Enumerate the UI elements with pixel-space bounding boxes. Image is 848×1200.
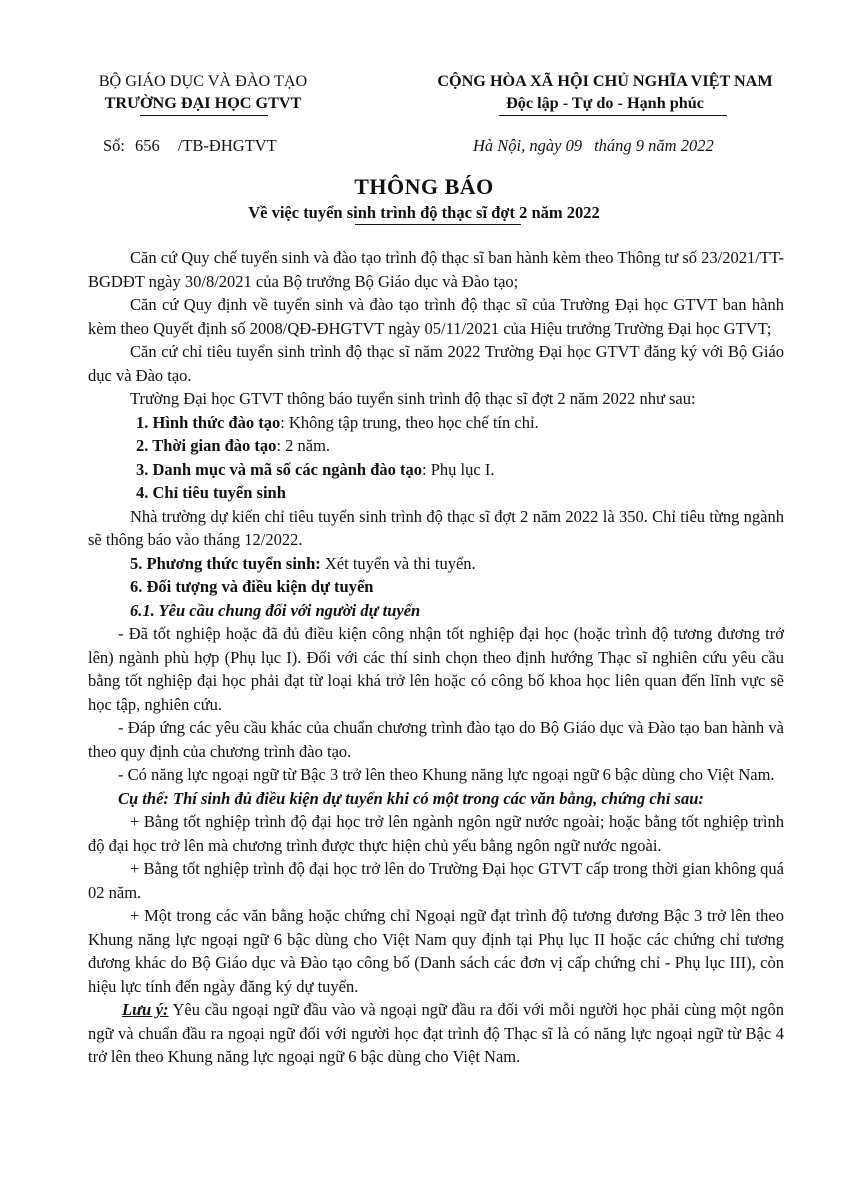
doc-number-label: Số: (103, 136, 126, 155)
section-5 (88, 552, 784, 576)
doc-number-value: 656 (135, 136, 160, 155)
certificate-2: + Bằng tốt nghiệp trình độ đại học trở lên do Trường Đại học GTVT cấp trong thời gian không quá 02 năm. (88, 859, 784, 902)
section-5-text: Xét tuyển và thi tuyển. (320, 553, 476, 573)
certificate-1: + Bằng tốt nghiệp trình độ đại học trở lên ngành ngôn ngữ nước ngoài; hoặc bằng tốt nghiệp trình độ đại học trở lên mà chương trình được thực hiện chủ yếu bằng ngôn ngữ nước ngoài. (88, 812, 784, 855)
section-6-1-heading: 6.1. Yêu cầu chung đối với người dự tuyển (130, 600, 421, 620)
section-1-heading: 1. Hình thức đào tạo (136, 412, 281, 432)
note-paragraph (88, 998, 784, 1069)
section-2-text: : 2 năm. (276, 436, 331, 455)
section-5-heading: 5. Phương thức tuyển sinh: (130, 553, 321, 573)
document-number (103, 136, 277, 156)
specific-conditions: Cụ thể: Thí sinh đủ điều kiện dự tuyển khi có một trong các văn bằng, chứng chỉ sau: (118, 788, 704, 808)
national-motto: Độc lập - Tự do - Hạnh phúc (506, 94, 704, 112)
paragraph-announcement: Trường Đại học GTVT thông báo tuyển sinh trình độ thạc sĩ đợt 2 năm 2022 như sau: (130, 389, 696, 408)
section-3-heading: 3. Danh mục và mã số các ngành đào tạo (136, 459, 423, 479)
ministry-name: BỘ GIÁO DỤC VÀ ĐÀO TẠO (98, 72, 308, 90)
requirement-language: - Có năng lực ngoại ngữ từ Bậc 3 trở lên theo Khung năng lực ngoại ngữ 6 bậc dùng cho Việt Nam. (118, 765, 775, 784)
paragraph-basis-2: Căn cứ Quy định về tuyển sinh và đào tạo trình độ thạc sĩ của Trường Đại học GTVT ban hành kèm theo Quyết định số 2008/QĐ-ĐHGTVT ngày 05/11/2021 của Hiệu trưởng Trường Đại học GTVT; (88, 295, 784, 338)
section-1 (88, 411, 784, 435)
doc-number-suffix: /TB-ĐHGTVT (177, 136, 277, 155)
requirement-program: - Đáp ứng các yêu cầu khác của chuẩn chương trình đào tạo do Bộ Giáo dục và Đào tạo ban hành và theo quy định của chương trình đào tạo. (88, 718, 784, 761)
note-text: Yêu cầu ngoại ngữ đầu vào và ngoại ngữ đầu ra đối với mỗi người học phải cùng một ngôn ngữ và chuẩn đầu ra ngoại ngữ đối với người học đạt trình độ Thạc sĩ là có năng lực ngoại ngữ từ Bậc 4 trở lên theo Khung năng lực ngoại ngữ 6 bậc dùng cho Việt Nam. (88, 1000, 784, 1066)
date-prefix: Hà Nội, ngày 09 (473, 136, 583, 155)
certificate-3: + Một trong các văn bằng hoặc chứng chỉ Ngoại ngữ đạt trình độ tương đương Bậc 3 trở lên theo Khung năng lực ngoại ngữ 6 bậc dùng cho Việt Nam quy định tại Phụ lục II hoặc các chứng chỉ tương đương khác do Bộ Giáo dục và Đào tạo công bố (Danh sách các đơn vị cấp chứng chỉ - Phụ lục III), còn hiệu lực tính đến ngày đăng ký dự tuyển. (88, 906, 784, 996)
section-2-heading: 2. Thời gian đào tạo (136, 436, 277, 455)
republic-name: CỘNG HÒA XÃ HỘI CHỦ NGHĨA VIỆT NAM (437, 72, 773, 90)
section-2 (88, 434, 784, 458)
header-left (58, 70, 348, 114)
paragraph-basis-3: Căn cứ chỉ tiêu tuyển sinh trình độ thạc sĩ năm 2022 Trường Đại học GTVT đăng ký với Bộ Giáo dục và Đào tạo. (88, 342, 784, 385)
section-6-heading: 6. Đối tượng và điều kiện dự tuyển (130, 577, 374, 596)
section-4-heading: 4. Chỉ tiêu tuyển sinh (136, 483, 286, 502)
document-body (88, 246, 784, 1069)
paragraph-basis-1: Căn cứ Quy chế tuyển sinh và đào tạo trình độ thạc sĩ ban hành kèm theo Thông tư số 23/2021/TT-BGDĐT ngày 30/8/2021 của Bộ trưởng Bộ Giáo dục và Đào tạo; (88, 248, 784, 291)
university-name: TRƯỜNG ĐẠI HỌC GTVT (104, 94, 302, 112)
document-subtitle: Về việc tuyển sinh trình độ thạc sĩ đợt 2 năm 2022 (248, 203, 600, 222)
requirement-degree: - Đã tốt nghiệp hoặc đã đủ điều kiện công nhận tốt nghiệp đại học (hoặc trình độ tương đương trở lên) ngành phù hợp (Phụ lục I). Đối với các thí sinh chọn theo định hướng Thạc sĩ nghiên cứu yêu cầu bằng tốt nghiệp đại học phải đạt từ loại khá trở lên hoặc có công bố khoa học liên quan đến lĩnh vực sẽ học tập, nghiên cứu. (88, 624, 784, 714)
date-suffix: tháng 9 năm 2022 (594, 136, 714, 155)
university-underline (140, 115, 268, 116)
header-right (400, 70, 810, 114)
note-label: Lưu ý: (122, 1000, 169, 1019)
subtitle-underline (355, 224, 521, 225)
section-3-text: : Phụ lục I. (422, 459, 495, 479)
section-4-text: Nhà trường dự kiến chỉ tiêu tuyển sinh trình độ thạc sĩ đợt 2 năm 2022 là 350. Chỉ tiêu từng ngành sẽ thông báo vào tháng 12/2022. (88, 506, 784, 549)
section-3 (88, 458, 784, 482)
issue-date (473, 136, 714, 156)
document-title: THÔNG BÁO (354, 174, 494, 199)
section-1-text: : Không tập trung, theo học chế tín chỉ. (280, 412, 539, 432)
motto-underline (499, 115, 727, 116)
